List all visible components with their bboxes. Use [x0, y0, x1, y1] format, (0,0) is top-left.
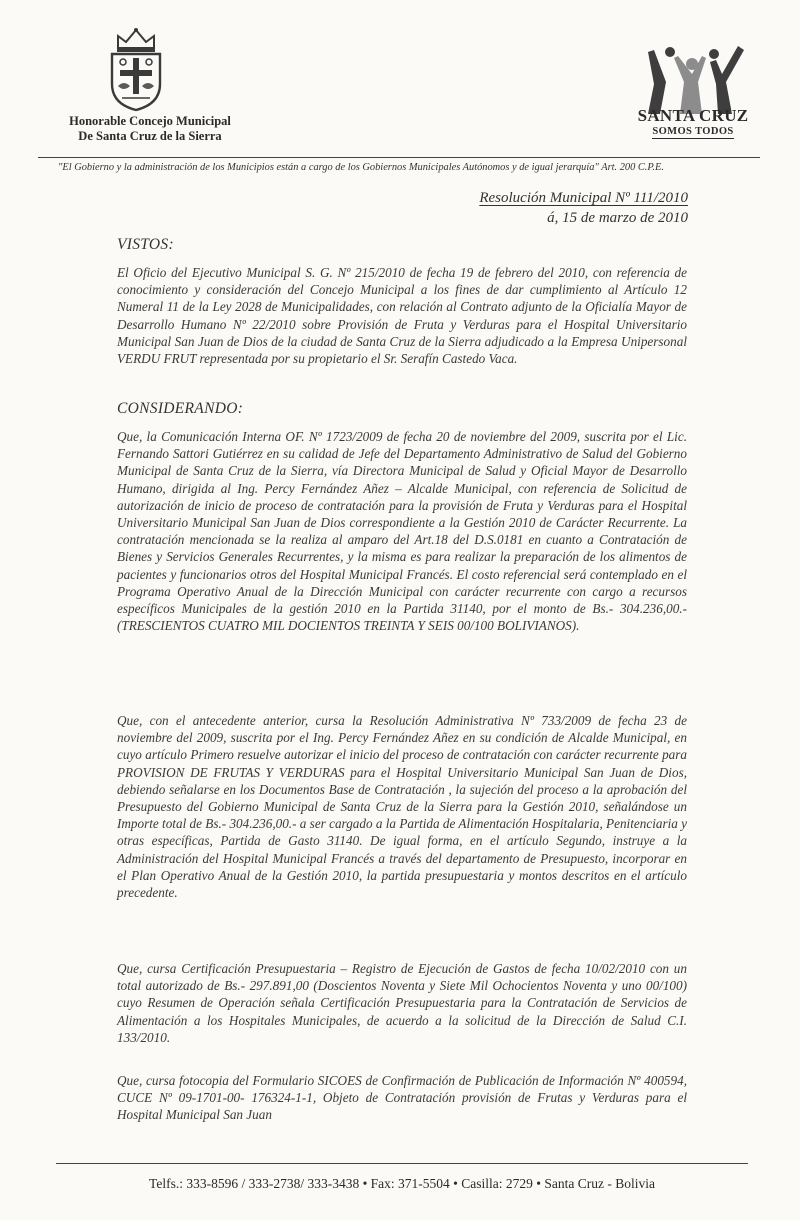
logo-tagline — [628, 126, 758, 137]
council-name — [40, 114, 260, 144]
resolution-date: á, 15 de marzo de 2010 — [547, 210, 688, 226]
santa-cruz-figures-logo — [640, 42, 750, 114]
constitution-quote: "El Gobierno y la administración de los Municipios están a cargo de los Gobiernos Municipales Autónomos y de igual jerarquía" Art. 200 C.P.E. — [58, 162, 664, 173]
considerando-paragraph-4: Que, cursa fotocopia del Formulario SICOES de Confirmación de Publicación de Información Nº 400594, CUCE Nº 09-1701-00- 176324-1-1, Objeto de Contratación provisión de Frutas y Verduras para el Hospital Municipal San Juan — [117, 1073, 687, 1123]
vistos-heading: VISTOS: — [117, 236, 174, 253]
footer-divider — [56, 1163, 748, 1164]
footer-contact: Telfs.: 333-8596 / 333-2738/ 333-3438 • Fax: 371-5504 • Casilla: 2729 • Santa Cruz - Bolivia — [149, 1176, 655, 1191]
considerando-paragraph-3: Que, cursa Certificación Presupuestaria – Registro de Ejecución de Gastos de fecha 10/02/2010 con un total autorizado de Bs.- 297.891,00 (Doscientos Noventa y Siete Mil Ochocientos Noventa y uno 00/100) cuyo Resumen de Operación señala Certificación Presupuestaria para la Contratación de Servicios de Alimentación a los Hospitales Municipales, de acuerdo a la solicitud de la Dirección de Salud C.I. 133/2010. — [117, 961, 687, 1045]
considerando-paragraph-2: Que, con el antecedente anterior, cursa la Resolución Administrativa Nº 733/2009 de fecha 23 de noviembre del 2009, suscrita por el Ing. Percy Fernández Añez en su condición de Alcalde Municipal, en cuyo artículo Primero resuelve autorizar el inicio del proceso de contratación con carácter recurrente para PROVISION DE FRUTAS Y VERDURAS para el Hospital Universitario Municipal San Juan de Dios, debiendo señalarse en los Documentos Base de Contratación , la sujeción del proceso a la aprobación del Presupuesto del Gobierno Municipal de Santa Cruz de la Sierra para la Gestión 2010, señalándose un Importe total de Bs.- 304.236,00.- a ser cargado a la Partida de Alimentación Hospitalaria, Penitenciaria y otras específicas, Partida de Gasto 31140. De igual forma, en el artículo Segundo, instruye a la Administración del Hospital Municipal Francés a través del departamento de Presupuesto, incorporar en el Plan Operativo Anual de la Gestión 2010, la partida presupuestaria y montos descritos en el artículo precedente. — [117, 713, 687, 901]
header-divider — [38, 157, 760, 158]
council-name-line1: Honorable Concejo Municipal — [69, 114, 231, 128]
considerando-paragraph-1: Que, la Comunicación Interna OF. Nº 1723/2009 de fecha 20 de noviembre del 2009, suscrita por el Lic. Fernando Sattori Gutiérrez en su calidad de Jefe del Departamento Administrativo de Salud del Gobierno Municipal de Santa Cruz de la Sierra, vía Directora Municipal de Salud y Oficial Mayor de Desarrollo Humano, dirigida al Ing. Percy Fernández Añez – Alcalde Municipal, con referencia de Solicitud de autorización de inicio de proceso de contratación para la provisión de Fruta y Verduras para el Hospital Universitario Municipal San Juan de Dios correspondiente a la Gestión 2010 de Carácter Recurrente. La contratación mencionada se la realiza al amparo del Art.18 del D.S.0181 en cuanto a Contratación de Bienes y Servicios Generales Recurrentes, y la misma es para realizar la preparación de los alimentos de pacientes y funcionarios otros del Hospital Municipal Francés. El costo referencial será contemplado en el Programa Operativo Anual de la Dirección Municipal con carácter recurrente con cargo a recursos específicos Municipales de la gestión 2010 en la Partida 31140, por el monto de Bs.- 304.236,00.- (TRESCIENTOS CUATRO MIL DOCIENTOS TREINTA Y SEIS 00/100 BOLIVIANOS). — [117, 429, 687, 634]
logo-tagline-text: SOMOS TODOS — [652, 126, 734, 137]
resolution-title: Resolución Municipal Nº 111/2010 — [479, 190, 688, 206]
vistos-paragraph: El Oficio del Ejecutivo Municipal S. G. Nº 215/2010 de fecha 19 de febrero del 2010, con referencia de conocimiento y consideración del Concejo Municipal a los fines de dar cumplimiento al Artículo 12 Numeral 11 de la Ley 2028 de Municipalidades, con relación al Contrato adjunto de la Oficialía Mayor de Desarrollo Humano Nº 22/2010 sobre Provisión de Fruta y Verduras para el Hospital Universitario Municipal San Juan de Dios de la ciudad de Santa Cruz de la Sierra adjudicado a la Empresa Unipersonal VERDU FRUT representada por su propietario el Sr. Serafín Castedo Vaca. — [117, 265, 687, 367]
coat-of-arms-emblem — [104, 26, 168, 112]
logo-wordmark: SANTA CRUZ — [637, 106, 749, 125]
council-name-line2: De Santa Cruz de la Sierra — [78, 129, 222, 143]
considerando-heading: CONSIDERANDO: — [117, 400, 244, 417]
